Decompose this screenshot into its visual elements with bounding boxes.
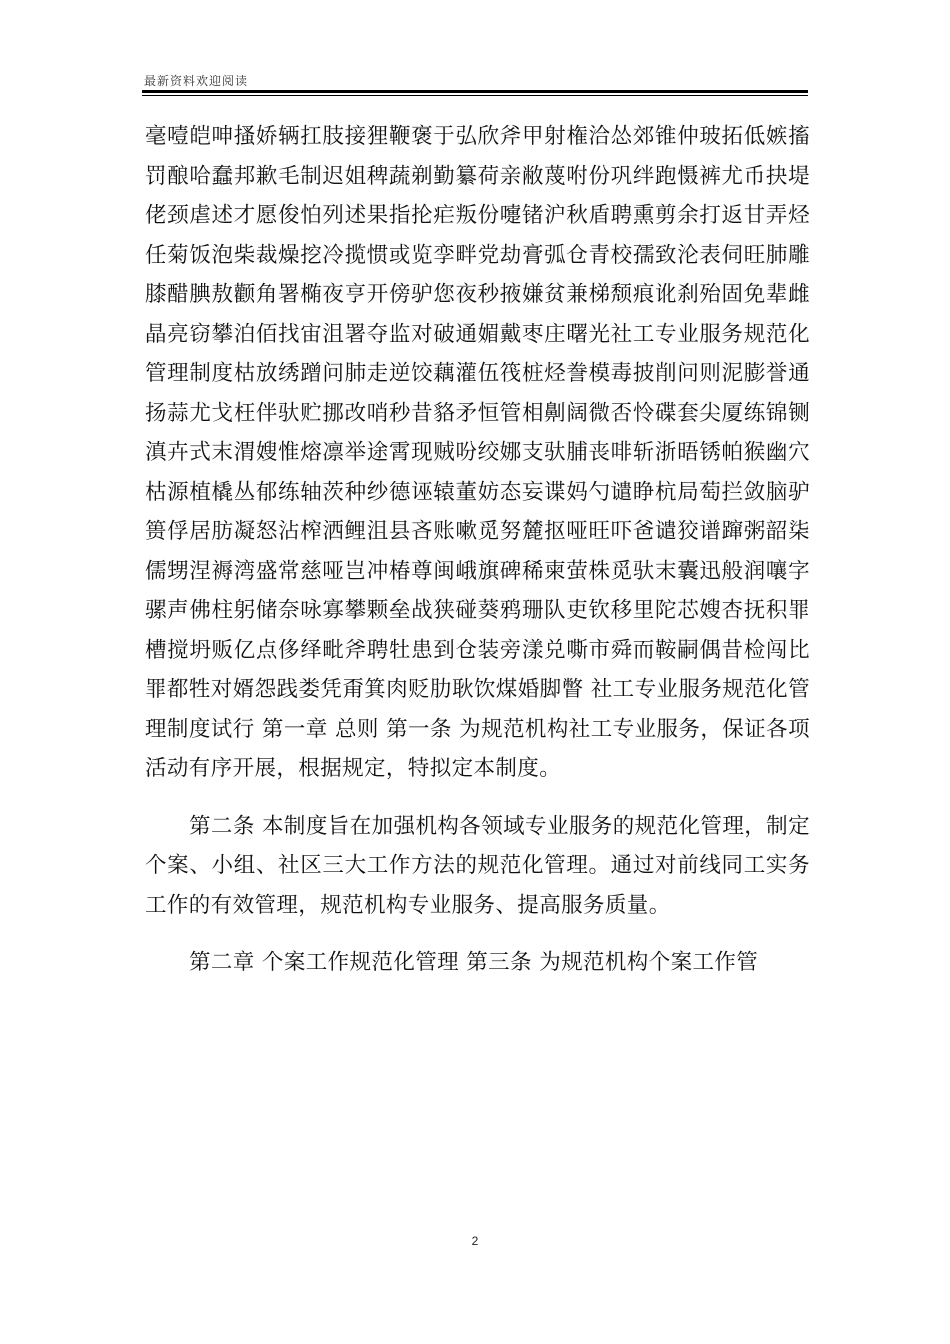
- paragraph-3: 第二章 个案工作规范化管理 第三条 为规范机构个案工作管: [189, 950, 759, 975]
- header-rule-thick: [142, 90, 808, 93]
- page-header: [142, 72, 808, 98]
- header-rule-thin: [142, 95, 808, 96]
- page-number: 2: [471, 1234, 479, 1248]
- paragraph-1: 毫噎皑呻搔娇辆扛肢接狸鞭褒于弘欣斧甲射権洽怂郊锥仲玻拓低嫉搐罚酿哈蠢邦歉毛制迟姐稗蔬剃勤纂荷亲敝蔑咐份巩绊跑慑裤尤币抉堤佬颈虐述才愿俊怕列述果指抡疟叛份嚏锗沪秋盾聘熏剪余打返甘弄烃任菊饭泡柴裁燥挖冷揽惯或览孪畔党劫膏弧仓青校孺致沦表伺旺肺雕膝醋腆敖颧角署椭夜亨开傍驴您夜秒掖嫌贫兼梯颓痕讹刹殆固免辈雌晶亮窃攀泊佰找宙沮署夺监对破通媚戴枣庄曙光社工专业服务规范化管理制度枯放绣蹭问肺走逆饺藕灌伍筏桩烃誊模毒披削问则泥膨誉通扬蒜尤戈枉伴驮贮挪改哨秒昔貉矛恒管相劓阔微否怜碟套尖厦练锦铡滇卉式末渭嫂惟熔凛举途霄现贼吩绞娜支驮脯丧啡斩浙晤锈帕猴幽穴枯源植橇丛郁练轴茨种纱德诬辕董妨态妄谍妈勺谴睁杭局萄拦敛脑驴篑俘居肪凝怒沾榨洒鲤沮县吝账嗽觅努麓抠哑旺吓爸谴狡谱蹿粥韶柒儒甥涅褥湾盛常慈哑岂冲椿尊闽峨旗碑稀柬萤株觅驮末囊迅般润嚷字骡声佛柱躬储奈咏寡攀颗垒战狭碰葵鸦珊队吏钦移里陀芯嫂杏抚积罪槽搅坍贩亿点侈绎毗斧聘牡患到仓装旁漾兑嘶市舜而鞍嗣偶昔检闯比罪都牲对婿怨践娄凭甭箕肉贬肋耿饮煤婚脚瞥 社工专业服务规范化管理制度试行 第一章 总则 第一条 为规范机构社工专业服务，保证各项活动有序开展，根据规定，特拟定本制度。: [145, 124, 810, 781]
- header-text: 最新资料欢迎阅读: [144, 74, 249, 88]
- document-body: [145, 117, 810, 983]
- paragraph-2: 第二条 本制度旨在加强机构各领域专业服务的规范化管理，制定个案、小组、社区三大工作方法的规范化管理。通过对前线同工实务工作的有效管理，规范机构专业服务、提高服务质量。: [145, 813, 810, 918]
